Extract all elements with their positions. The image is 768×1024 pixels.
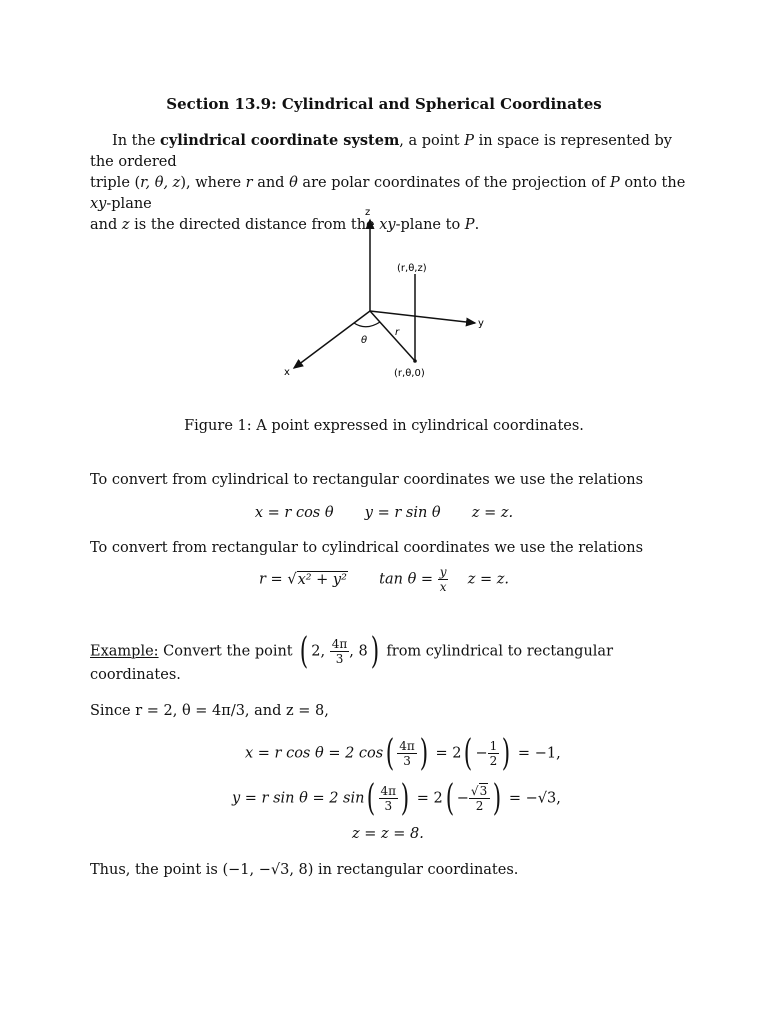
- eq-x: x = r cos θ: [254, 505, 334, 521]
- since-line: Since r = 2, θ = 4π/3, and z = 8,: [90, 703, 329, 719]
- label-y: y: [478, 318, 484, 329]
- cyl-to-rect-intro: To convert from cylindrical to rectangular coordinates we use the relations: [90, 472, 644, 488]
- figure-caption: Figure 1: A point expressed in cylindrical coordinates.: [184, 418, 584, 434]
- y-axis: [370, 311, 475, 323]
- x-axis: [294, 311, 370, 368]
- intro-paragraph: In the cylindrical coordinate system, a point P in space is represented by the ordered triple (r, θ, z), where r and θ are polar coordinates of the projection of P onto the xy-plane and z is the directed distance from the xy-plane to P.: [90, 132, 686, 233]
- label-r: r: [395, 327, 400, 338]
- eq-y: y = r sin θ: [364, 505, 441, 521]
- label-bottom-point: (r,θ,0): [394, 368, 425, 379]
- example-label: Example:: [90, 643, 159, 660]
- cylindrical-figure: [270, 200, 510, 390]
- r-segment: [370, 311, 415, 361]
- example-statement: Example: Convert the point ( 2, $\frac{4\pi}{3}$ , 8) from cylindrical to rectangular coordinates.: [90, 631, 614, 683]
- conclusion: Thus, the point is (−1, −√3, 8) in rectangular coordinates.: [90, 862, 519, 878]
- page-title: Section 13.9: Cylindrical and Spherical Coordinates: [166, 95, 602, 113]
- y-computation: y = r sin θ = 2 sin( $\frac{4\pi}{3}$ ) = 2( − $\frac{√3}{2}$ ) = −√3,: [232, 778, 561, 819]
- z-computation: z = z = 8.: [352, 826, 424, 842]
- radicand: x² + y²: [297, 571, 347, 588]
- rect-to-cyl-equations: r = √x² + y² tan θ = $\frac{y}{x}$ z = z.: [259, 565, 509, 594]
- eq-z: z = z.: [471, 505, 514, 521]
- term-cylindrical: cylindrical coordinate system: [160, 132, 400, 149]
- label-theta: θ: [361, 335, 368, 346]
- point-marker: [413, 359, 417, 363]
- label-z: z: [365, 207, 371, 218]
- cyl-to-rect-equations: [0, 505, 768, 521]
- tan-fraction: $\frac{y}{x}$: [439, 565, 447, 594]
- theta-arc: [354, 322, 380, 327]
- label-x: x: [284, 367, 290, 378]
- rect-to-cyl-intro: To convert from rectangular to cylindrical coordinates we use the relations: [90, 540, 644, 556]
- label-top-point: (r,θ,z): [397, 263, 427, 274]
- x-computation: x = r cos θ = 2 cos( $\frac{4\pi}{3}$ ) = 2( − $\frac{1}{2}$ ) = −1,: [245, 733, 561, 774]
